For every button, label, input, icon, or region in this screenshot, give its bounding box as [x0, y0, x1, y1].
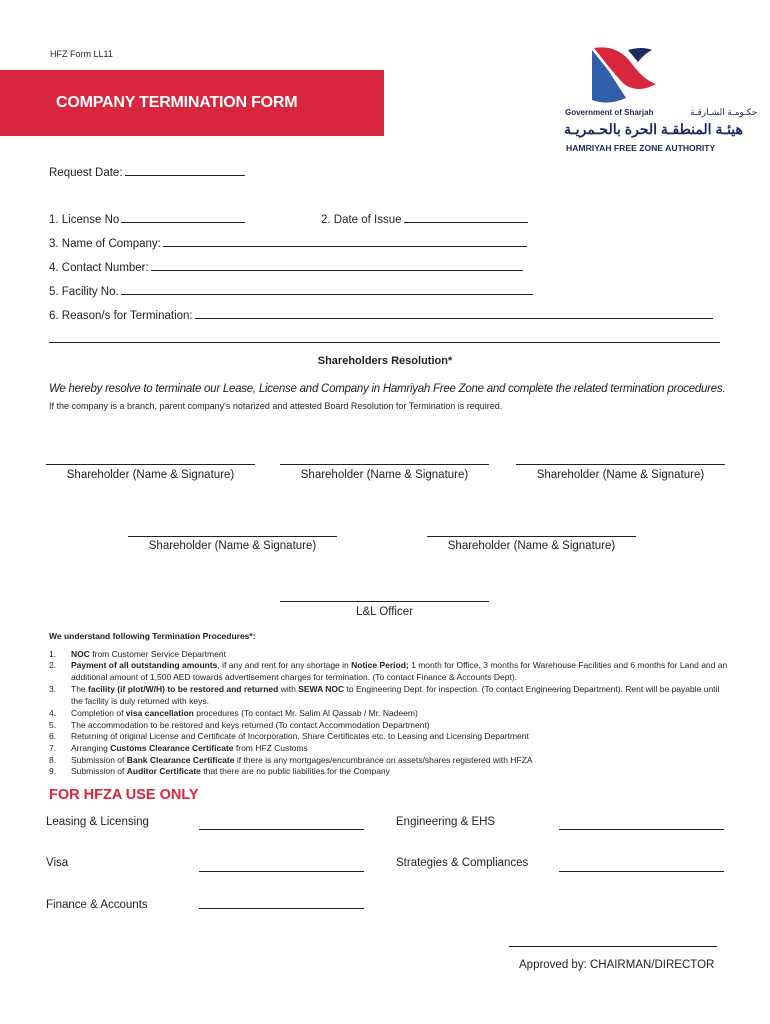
date-of-issue-field[interactable] — [321, 212, 528, 226]
procedure-bold-2: Notice Period; — [351, 660, 409, 670]
procedure-text-2: 1 month for Office, 3 months for Warehouse Facilities and 6 months for Land and an additional amount of 1,500 AED towards advertisement charges for termination. (To contact Finance & Accounts Dept). — [71, 660, 728, 682]
company-name-label: 3. Name of Company: — [49, 238, 161, 250]
procedure-item — [49, 731, 729, 743]
strategies-label: Strategies & Compliances — [396, 857, 529, 869]
finance-label: Finance & Accounts — [46, 899, 148, 911]
authority-name-en: HAMRIYAH FREE ZONE AUTHORITY — [566, 143, 716, 153]
gov-name-en: Government of Sharjah — [565, 108, 654, 117]
page-title: COMPANY TERMINATION FORM — [56, 94, 298, 111]
shareholder-2-signature-line[interactable] — [280, 464, 489, 465]
contact-number-label: 4. Contact Number: — [49, 262, 149, 274]
gov-name-ar: حكـومـة الشـارقـة — [690, 107, 758, 117]
facility-no-label: 5. Facility No. — [49, 286, 119, 298]
reasons-label: 6. Reason/s for Termination: — [49, 310, 193, 322]
procedure-bold: Payment of all outstanding amounts — [71, 660, 218, 670]
procedure-number: 1. — [49, 649, 57, 659]
approval-signature-line[interactable] — [509, 946, 717, 947]
request-date-label: Request Date: — [49, 167, 123, 179]
procedure-number: 5. — [49, 720, 57, 730]
procedure-bold-2: SEWA NOC — [298, 684, 345, 694]
shareholder-2-label: Shareholder (Name & Signature) — [300, 469, 469, 481]
shareholder-1-signature-line[interactable] — [46, 464, 255, 465]
resolution-note: If the company is a branch, parent company's notarized and attested Board Resolution for Termination is required. — [49, 401, 503, 411]
procedure-text: with — [278, 684, 299, 694]
procedure-item — [49, 766, 729, 778]
shareholder-3-label: Shareholder (Name & Signature) — [536, 469, 705, 481]
procedure-item — [49, 649, 729, 661]
procedure-text: procedures (To contact Mr. Salim Al Qassab / Mr. Nadeem) — [193, 708, 418, 718]
date-of-issue-blank[interactable] — [404, 212, 528, 223]
procedure-text: from HFZ Customs — [233, 743, 308, 753]
procedure-pre: Submission of — [71, 755, 127, 765]
hfza-logo-icon — [592, 44, 658, 106]
ll-officer-label: L&L Officer — [356, 606, 413, 618]
procedure-text: if there is any mortgages/encumbrance on assets/shares registered with HFZA — [234, 755, 533, 765]
procedures-heading: We understand following Termination Procedures*: — [49, 631, 256, 641]
procedure-bold: Customs Clearance Certificate — [110, 743, 234, 753]
procedure-bold: Bank Clearance Certificate — [126, 755, 235, 765]
reasons-continuation-line[interactable] — [49, 342, 720, 343]
procedure-number: 4. — [49, 708, 57, 718]
shareholder-3-signature-line[interactable] — [516, 464, 725, 465]
company-name-blank[interactable] — [163, 236, 527, 247]
authority-name-ar: هيئـة المنطقـة الحرة بالحـمريـة — [564, 121, 743, 137]
visa-label: Visa — [46, 857, 69, 869]
form-code: HFZ Form LL11 — [50, 49, 113, 59]
contact-number-field[interactable] — [49, 260, 523, 274]
procedure-number: 2. — [49, 660, 57, 670]
procedure-item — [49, 684, 729, 707]
approved-by-label: Approved by: CHAIRMAN/DIRECTOR — [519, 959, 715, 971]
procedure-number: 8. — [49, 755, 57, 765]
procedure-text-2: to Engineering Dept. for inspection. (To contact Engineering Department). Rent will be payable until the facility is duly returned with keys. — [71, 684, 720, 706]
reasons-field[interactable] — [49, 308, 713, 322]
procedure-number: 3. — [49, 684, 57, 694]
finance-signature-line[interactable] — [199, 908, 364, 909]
shareholder-5-label: Shareholder (Name & Signature) — [447, 540, 616, 552]
shareholder-1-label: Shareholder (Name & Signature) — [66, 469, 235, 481]
engineering-signature-line[interactable] — [559, 829, 724, 830]
procedure-pre: Submission of — [71, 766, 127, 776]
procedure-number: 7. — [49, 743, 57, 753]
procedure-number: 9. — [49, 766, 57, 776]
procedure-number: 6. — [49, 731, 57, 741]
procedure-text: The accommodation to be restored and keys returned (To contact Accommodation Department) — [71, 720, 430, 730]
shareholder-4-signature-line[interactable] — [128, 536, 337, 537]
procedure-pre: Completion of — [71, 708, 126, 718]
procedure-item — [49, 720, 729, 732]
shareholder-5-signature-line[interactable] — [427, 536, 636, 537]
leasing-label: Leasing & Licensing — [46, 816, 149, 828]
request-date-blank[interactable] — [125, 165, 245, 176]
license-no-blank[interactable] — [121, 212, 245, 223]
procedure-text: Returning of original License and Certificate of Incorporation, Share Certificates etc. to Leasing and Licensing Department — [71, 731, 529, 741]
shareholder-4-label: Shareholder (Name & Signature) — [148, 540, 317, 552]
resolution-statement: We hereby resolve to terminate our Lease, License and Company in Hamriyah Free Zone and complete the related termination procedures. — [49, 383, 726, 395]
procedure-item — [49, 743, 729, 755]
strategies-signature-line[interactable] — [559, 871, 724, 872]
leasing-signature-line[interactable] — [199, 829, 364, 830]
procedure-bold: facility (if plot/W/H) to be restored and returned — [88, 684, 279, 694]
procedure-pre: Arranging — [71, 743, 111, 753]
license-no-field[interactable] — [49, 212, 245, 226]
procedure-item — [49, 708, 729, 720]
ll-officer-signature-line[interactable] — [280, 601, 489, 602]
resolution-heading: Shareholders Resolution* — [317, 355, 453, 367]
facility-no-blank[interactable] — [121, 284, 533, 295]
procedure-bold: visa cancellation — [125, 708, 194, 718]
company-name-field[interactable] — [49, 236, 527, 250]
hfza-use-heading: FOR HFZA USE ONLY — [49, 787, 199, 803]
procedure-bold: NOC — [71, 649, 90, 659]
reasons-blank[interactable] — [195, 308, 713, 319]
procedure-item — [49, 755, 729, 767]
procedure-text: , if any and rent for any shortage in — [217, 660, 352, 670]
procedure-bold: Auditor Certificate — [126, 766, 201, 776]
procedure-pre: The — [71, 684, 89, 694]
procedure-text: that there are no public liabilities for the Company — [200, 766, 390, 776]
engineering-label: Engineering & EHS — [396, 816, 496, 828]
procedure-text: from Customer Service Department — [89, 649, 226, 659]
request-date-field[interactable] — [49, 165, 245, 179]
procedure-item — [49, 660, 729, 683]
facility-no-field[interactable] — [49, 284, 533, 298]
visa-signature-line[interactable] — [199, 871, 364, 872]
license-no-label: 1. License No — [49, 214, 120, 226]
contact-number-blank[interactable] — [151, 260, 523, 271]
date-of-issue-label: 2. Date of Issue — [321, 214, 402, 226]
